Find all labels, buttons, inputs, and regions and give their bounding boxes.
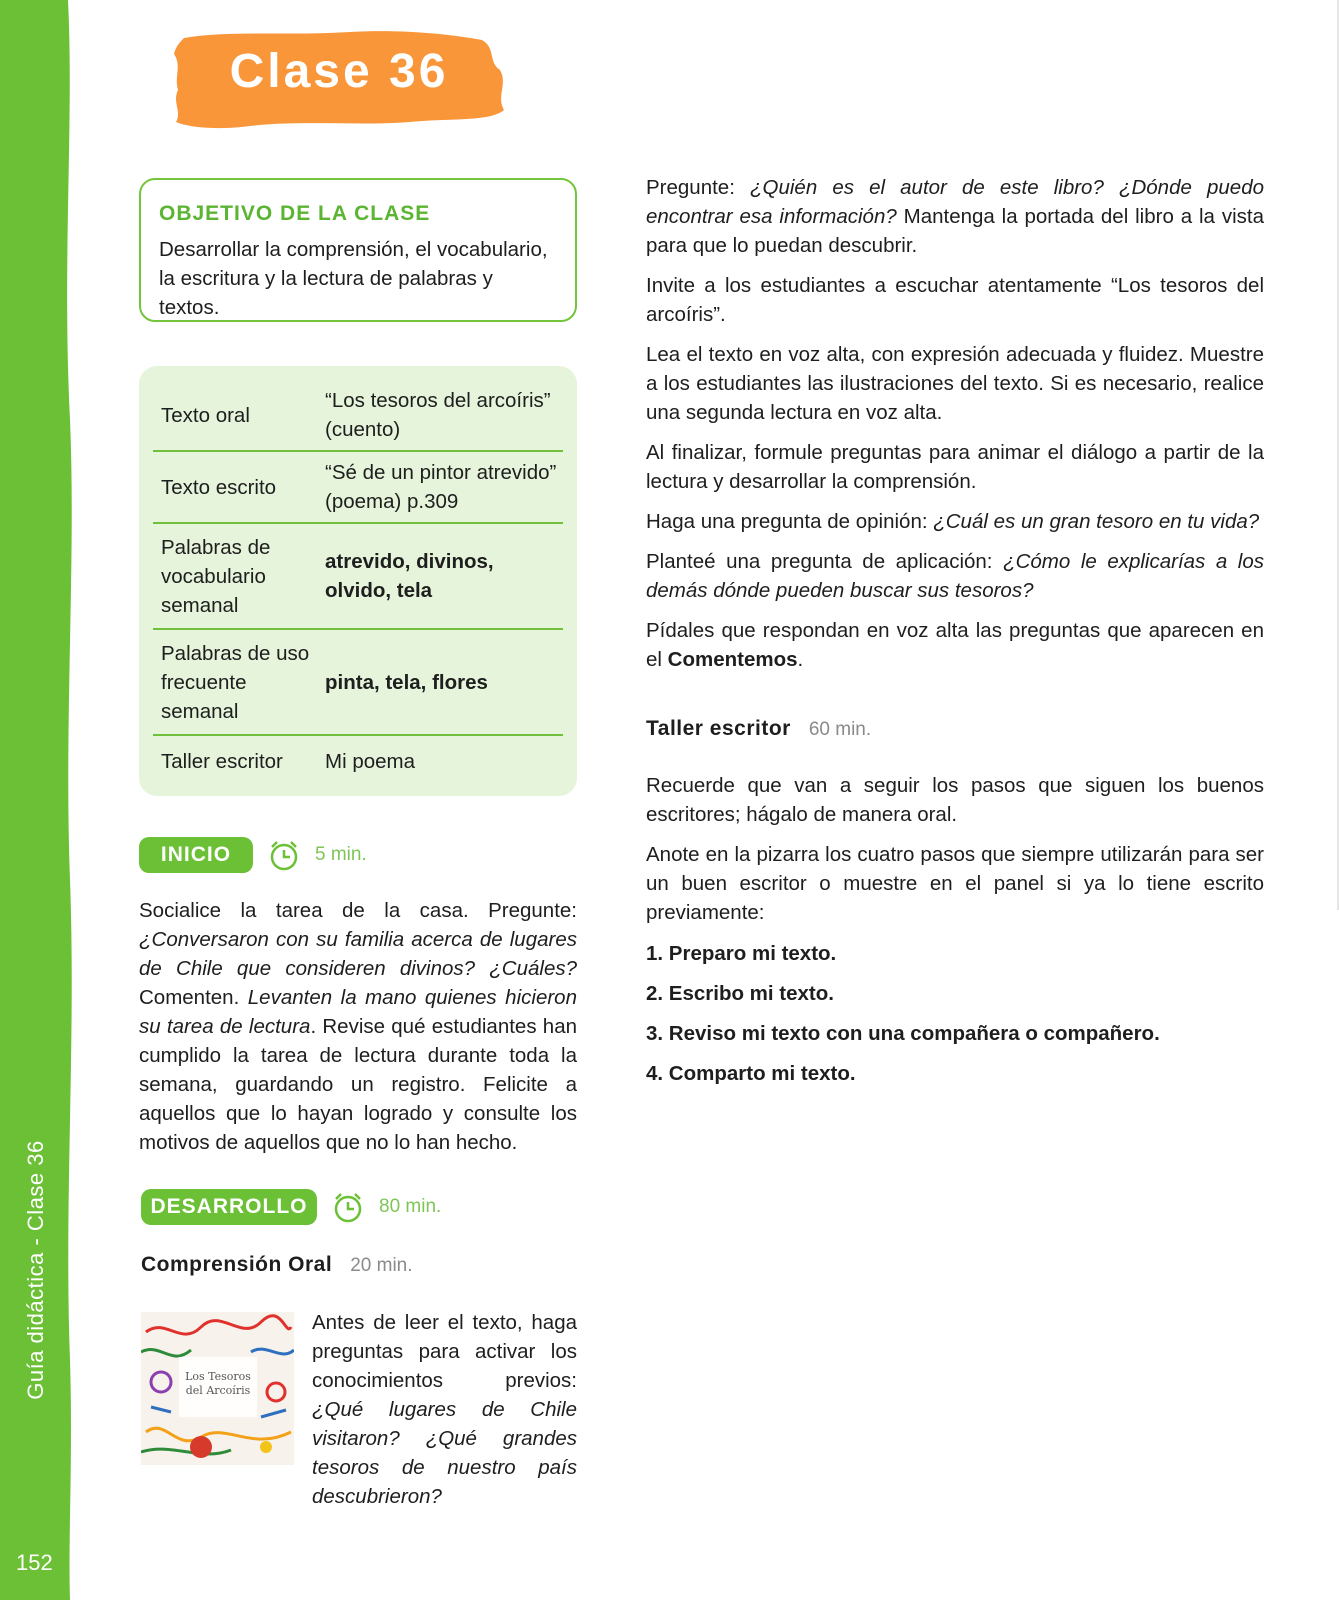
guide-vertical-label: Guía didáctica - Clase 36 xyxy=(23,1140,48,1400)
comprension-oral-heading xyxy=(141,1253,413,1277)
list-item: 2. Escribo mi texto. xyxy=(646,982,834,1005)
taller-text xyxy=(646,771,1264,938)
list-item: 4. Comparto mi texto. xyxy=(646,1062,856,1085)
text-run: Planteé una pregunta de aplicación: xyxy=(646,550,1004,573)
paragraph: Anote en la pizarra los cuatro pasos que siempre utilizarán para ser un buen escritor o muestre en el panel si ya lo tiene escrito previamente: xyxy=(646,843,1264,924)
paragraph xyxy=(646,547,1264,605)
inicio-badge: INICIO xyxy=(139,837,253,873)
table-row xyxy=(153,452,563,524)
desarrollo-header xyxy=(141,1189,441,1225)
book-title-line2: del Arcoíris xyxy=(185,1384,251,1397)
table-value: pinta, tela, flores xyxy=(325,670,488,694)
objective-title: OBJETIVO DE LA CLASE xyxy=(159,202,431,225)
text-run: Antes de leer el texto, haga preguntas para activar los conocimientos previos: xyxy=(312,1311,577,1392)
text-run: . xyxy=(797,648,804,671)
text-run: Pídales que respondan en voz alta las preguntas que aparecen en el xyxy=(646,619,1264,671)
question-text: ¿Quién es el autor de este libro? ¿Dónde puedo encontrar esa información? xyxy=(646,176,1264,228)
text-run: Socialice la tarea de la casa. Pregunte: xyxy=(139,899,577,922)
question-text: ¿Qué lugares de Chile visitaron? ¿Qué grandes tesoros de nuestro país descubrieron? xyxy=(312,1398,577,1508)
table-label: Palabras de vocabulario semanal xyxy=(161,535,271,617)
objective-box xyxy=(139,178,577,322)
table-value: atrevido, divinos, olvido, tela xyxy=(325,550,494,602)
list-item: 1. Preparo mi texto. xyxy=(646,942,837,965)
writing-steps-list xyxy=(646,939,1160,1099)
table-value: “Sé de un pintor atrevido” (poema) p.309 xyxy=(325,461,557,513)
paragraph: Al finalizar, formule preguntas para animar el diálogo a partir de la lectura y desarrollar la comprensión. xyxy=(646,441,1264,493)
subheading-time: 60 min. xyxy=(808,719,872,740)
text-run: . Revise qué estudiantes han cumplido la tarea de lectura durante toda la semana, guardando un registro. Felicite a aquellos que lo hayan logrado y consulte los motivos de aquellos que no lo han hecho. xyxy=(139,1015,578,1154)
inicio-header xyxy=(139,837,367,873)
book-illustration xyxy=(141,1312,294,1465)
class-title-banner xyxy=(170,26,508,132)
inicio-time: 5 min. xyxy=(315,844,367,865)
page-number: 152 xyxy=(16,1550,53,1575)
table-label: Palabras de uso frecuente semanal xyxy=(161,641,310,723)
table-row xyxy=(153,380,563,452)
table-value: Mi poema xyxy=(325,749,416,773)
alarm-clock-icon xyxy=(331,1190,365,1224)
desarrollo-badge: DESARROLLO xyxy=(141,1189,317,1225)
question-text: ¿Cómo le explicarías a los demás dónde pueden buscar sus tesoros? xyxy=(646,550,1264,602)
desarrollo-time: 80 min. xyxy=(379,1196,442,1217)
page-title: Clase 36 xyxy=(229,45,449,98)
right-column-text xyxy=(646,173,1264,685)
table-row xyxy=(153,736,563,786)
paragraph: Recuerde que van a seguir los pasos que siguen los buenos escritores; hágalo de manera oral. xyxy=(646,774,1264,826)
alarm-clock-icon xyxy=(267,838,301,872)
text-run: Mantenga la portada del libro a la vista para que lo puedan descubrir. xyxy=(646,205,1264,257)
subheading-title: Comprensión Oral xyxy=(141,1253,333,1276)
inicio-paragraph xyxy=(139,896,577,1168)
section-reference: Comentemos xyxy=(667,648,798,671)
question-text: ¿Cuál es un gran tesoro en tu vida? xyxy=(933,510,1260,533)
paragraph xyxy=(646,616,1264,674)
paragraph: Invite a los estudiantes a escuchar atentamente “Los tesoros del arcoíris”. xyxy=(646,274,1264,326)
book-cover-image xyxy=(141,1312,294,1465)
paragraph xyxy=(646,507,1264,536)
table-row xyxy=(153,630,563,736)
taller-escritor-heading xyxy=(646,717,871,741)
book-paragraph xyxy=(312,1308,577,1522)
question-text: ¿Conversaron con su familia acerca de lugares de Chile que consideren divinos? ¿Cuáles? xyxy=(139,928,577,980)
objective-text: Desarrollar la comprensión, el vocabulario, la escritura y la lectura de palabras y textos. xyxy=(159,238,548,319)
instruction-text: Levanten la mano quienes hicieron su tarea de lectura xyxy=(139,986,577,1038)
subheading-title: Taller escritor xyxy=(646,717,791,740)
text-run: Comenten. xyxy=(139,986,248,1009)
summary-table xyxy=(139,366,577,796)
paragraph: Lea el texto en voz alta, con expresión adecuada y fluidez. Muestre a los estudiantes las ilustraciones del texto. Si es necesario, realice una segunda lectura en voz alta. xyxy=(646,343,1264,424)
table-label: Texto escrito xyxy=(161,475,277,499)
subheading-time: 20 min. xyxy=(350,1255,413,1276)
book-title-line1: Los Tesoros xyxy=(185,1370,251,1383)
table-value: “Los tesoros del arcoíris” (cuento) xyxy=(325,389,551,441)
text-run: Haga una pregunta de opinión: xyxy=(646,510,934,533)
list-item: 3. Reviso mi texto con una compañera o compañero. xyxy=(646,1022,1160,1045)
text-run: Pregunte: xyxy=(646,176,750,199)
paragraph xyxy=(646,173,1264,260)
table-label: Taller escritor xyxy=(161,749,283,773)
table-row xyxy=(153,524,563,630)
table-label: Texto oral xyxy=(161,403,250,427)
